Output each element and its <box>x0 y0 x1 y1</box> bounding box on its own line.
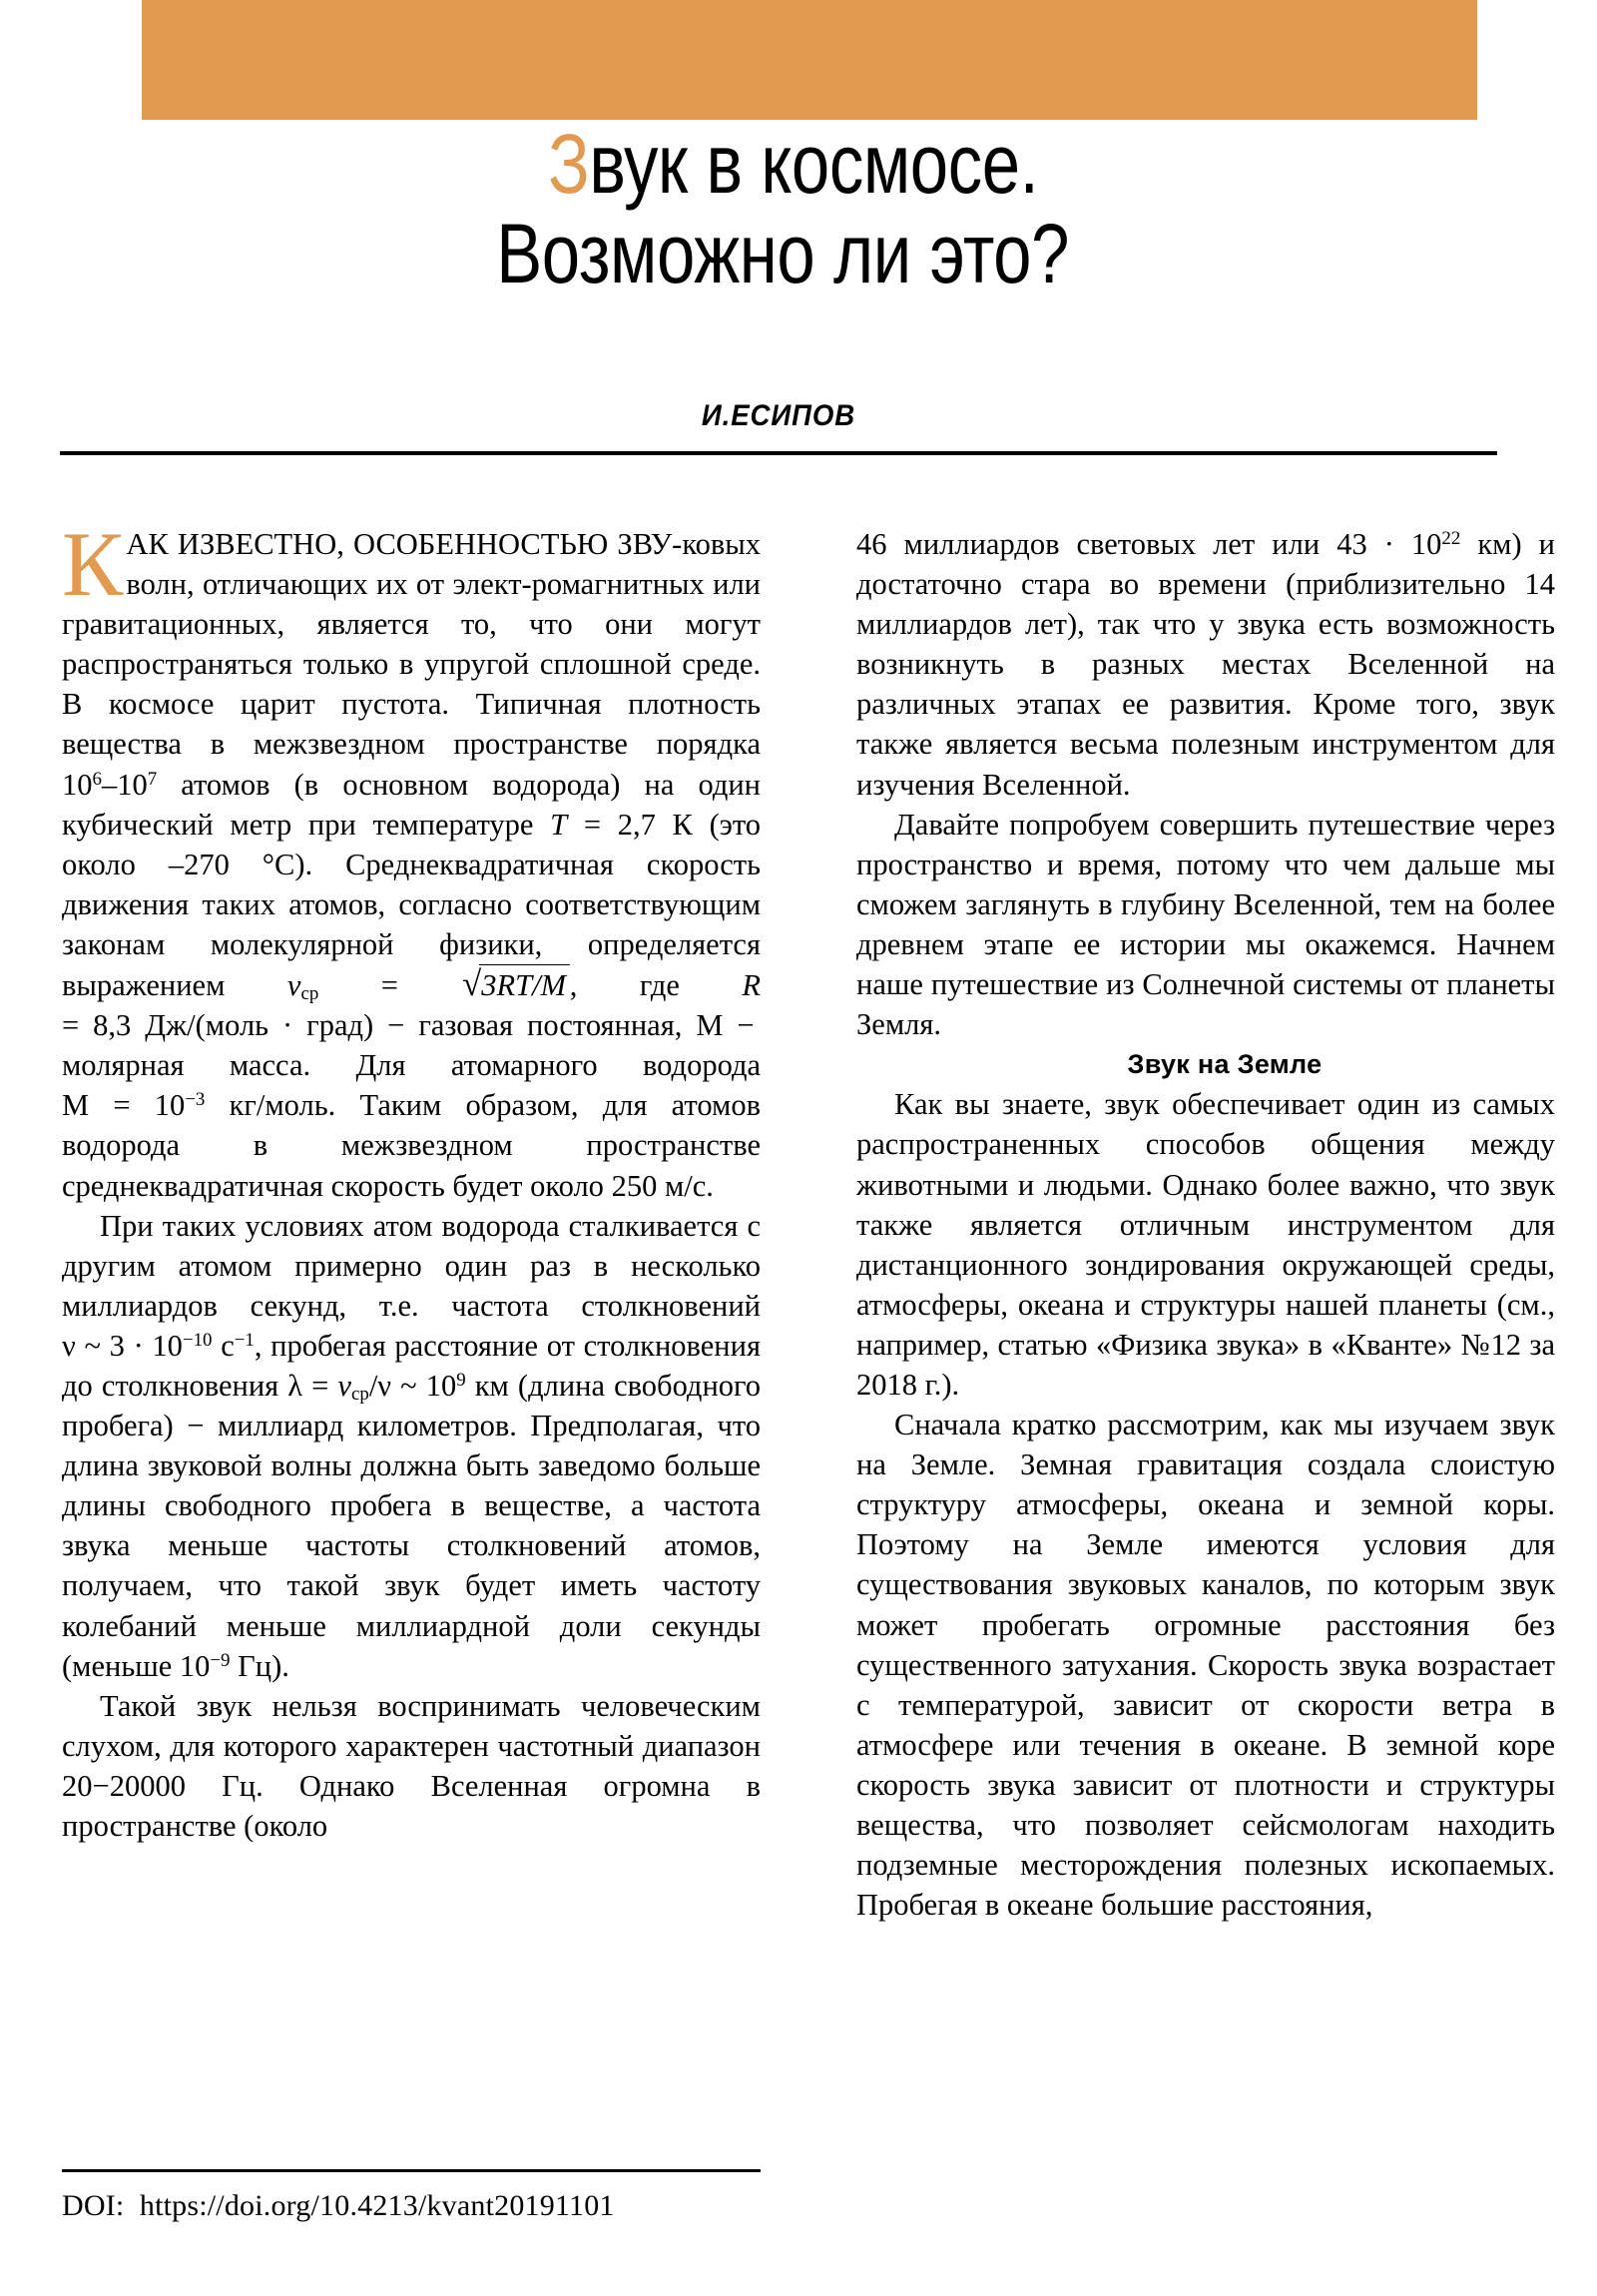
symbol-nu: ν <box>62 1328 76 1363</box>
celsius-value: –270 °C <box>168 847 295 881</box>
paragraph-journey: Давайте попробуем совершить путешествие через пространство и время, потому что чем дальше мы сможем заглянуть в глубину Вселенной, тем на более древнем этапе ее истории мы окажемся. Начнем наше путешествие из Солнечной системы от планеты Земля. <box>856 807 1555 1042</box>
title-line-1-rest: вук в космосе. <box>589 117 1039 211</box>
drop-cap-letter: К <box>62 513 124 615</box>
molar-mass-unit: кг/моль <box>205 1088 328 1123</box>
hz-base: 10 <box>179 1648 211 1683</box>
paragraph-intro-a: ковых волн, отличающих их от элект-ромагнитных или гравитационных, является то, что они могут распространяться только в упругой сплошной среде. В космосе царит пустота. Типичная плотность вещества в межзвездном пространстве порядка <box>62 527 761 762</box>
paragraph-intro <box>62 513 762 1206</box>
nu-unit: с <box>212 1328 235 1363</box>
hz-unit: Гц <box>230 1648 272 1683</box>
paragraph-sound-communication: Как вы знаете, звук обеспечивает один из самых распространенных способов общения между животными и людьми. Однако более важно, что звук также является отличным инструментом для дистанционного зондирования окружающей среды, атмосферы, океана и структуры нашей планеты (см., например, статью «Физика звука» в «Кванте» №12 за 2018 г.). <box>856 1087 1555 1402</box>
doi-footer <box>62 2186 820 2226</box>
formula-rms-speed <box>286 964 570 1005</box>
title-line-1 <box>190 117 1368 211</box>
doi-url[interactable]: https://doi.org/10.4213/kvant20191101 <box>139 2189 615 2222</box>
orange-header-band <box>142 0 1477 120</box>
paragraph-intro-e: − газовая постоянная, М − молярная масса. Для атомарного водорода <box>62 1008 761 1083</box>
value-10b: 10 <box>117 767 148 802</box>
symbol-temperature: T <box>550 807 568 842</box>
temperature-value: = 2,7 К (это около <box>62 807 762 881</box>
paragraph-intro-end: . <box>706 1168 714 1203</box>
range-dash: – <box>101 767 118 802</box>
radicand: 3RT/M <box>479 964 569 1005</box>
mean-free-path-formula <box>287 1368 509 1406</box>
hertz-value <box>180 1649 271 1683</box>
km-exponent: 22 <box>1441 528 1461 550</box>
gas-constant-value: = 8,3 Дж/(моль · град) <box>62 1008 374 1043</box>
speed-value: 250 м/с <box>611 1168 707 1203</box>
article-column-right <box>856 524 1555 1925</box>
universe-size-km <box>1336 527 1511 561</box>
paragraph-sound-channels: Сначала кратко рассмотрим, как мы изучаем звук на Земле. Земная гравитация создала слоистую структуру атмосферы, океана и земной коры. Поэтому на Земле имеются условия для существования звуковых каналов, по которым звук может пробегать огромные расстояния без существенного затухания. Скорость звука возрастает с температурой, зависит от скорости ветра в атмосфере или течения в океане. В земной коре скорость звука зависит от плотности и структуры вещества, что позволяет сейсмологам находить подземные месторождения полезных ископаемых. Пробегая в океане большие расстояния, <box>856 1408 1555 1923</box>
subscript-sr: ср <box>300 983 319 1005</box>
section-heading-sound-on-earth: Звук на Земле <box>1127 1049 1323 1080</box>
symbol-lambda: λ <box>287 1368 303 1403</box>
audible-range: 20−20000 Гц <box>62 1768 257 1803</box>
paragraph-hearing <box>62 1686 761 1846</box>
lambda-division: /ν ~ 10 <box>368 1368 457 1403</box>
paragraph-intro-f: . Таким образом, для атомов водорода в межзвездном пространстве среднеквадратичная скорость будет около <box>62 1088 761 1203</box>
order-of-magnitude-range <box>62 768 157 802</box>
exponent-6: 6 <box>92 768 102 790</box>
km-unit: км <box>1460 527 1512 561</box>
paragraph-collisions-b: , пробегая расстояние от столкновения до столкновения <box>62 1328 761 1403</box>
title-drop-letter: З <box>548 117 590 211</box>
molar-mass-base: М = 10 <box>62 1088 186 1123</box>
lambda-exponent: 9 <box>456 1370 466 1392</box>
lambda-symbol-v: v <box>337 1368 351 1403</box>
paragraph-collisions-c: (длина свободного пробега) − миллиард километров. Предполагая, что длина звуковой волны должна быть заведомо больше длины свободного пробега в веществе, а частота звука меньше частоты столкновений атомов, получаем, что такой звук будет иметь частоту колебаний меньше миллиардной доли секунды (меньше <box>62 1368 762 1683</box>
paragraph-collisions-end: ). <box>271 1648 289 1683</box>
paragraph-intro-c: ). Среднеквадратичная скорость движения таких атомов, согласно соответствующим законам молекулярной физики, определяется выражением <box>62 847 761 1003</box>
hz-exponent: −9 <box>210 1649 231 1671</box>
nu-value: ~ 3 · 10 <box>75 1328 183 1363</box>
page-title <box>190 117 1368 300</box>
symbol-v: v <box>286 968 301 1003</box>
equals-sign: = <box>318 968 461 1003</box>
lead-small-caps: АК ИЗВЕСТНО, ОСОБЕННОСТЬЮ ЗВУ- <box>126 527 683 561</box>
author-byline: И.ЕСИПОВ <box>701 399 856 432</box>
molar-mass-exponent: −3 <box>185 1089 206 1111</box>
paragraph-intro-b: атомов (в основном водорода) на один кубический метр при температуре <box>62 767 761 842</box>
doi-label: DOI: <box>62 2189 125 2222</box>
article-column-left <box>62 513 762 1846</box>
paragraph-intro-d: , где <box>569 968 743 1003</box>
molar-mass-value <box>62 1088 328 1122</box>
square-root <box>461 964 570 1005</box>
paragraph-collisions-a: При таких условиях атом водорода сталкивается с другим атомом примерно один раз в несколько миллиардов секунд, т.е. частота столкновений <box>62 1208 761 1323</box>
value-10: 10 <box>62 767 93 802</box>
paragraph-hearing-b: . Однако Вселенная огромна в пространстве (около <box>62 1768 761 1843</box>
symbol-R: R <box>742 968 762 1003</box>
nu-unit-exponent: −1 <box>234 1330 255 1352</box>
lambda-equals: = <box>302 1368 338 1403</box>
radical-sign: √ <box>462 964 482 1004</box>
lambda-unit: км <box>465 1368 509 1403</box>
doi-divider <box>62 2169 761 2172</box>
nu-exponent: −10 <box>182 1330 213 1352</box>
paragraph-universe-size <box>856 524 1555 805</box>
universe-size-rest: ) и достаточно стара во времени (приблизительно 14 миллиардов лет), так что у звука есть возможность возникнуть в разных местах Вселенной на различных этапах ее развития. Кроме того, звук также является весьма полезным инструментом для изучения Вселенной. <box>856 527 1555 802</box>
title-line-2: Возможно ли это? <box>496 206 1069 300</box>
lambda-v-subscript: ср <box>350 1384 369 1406</box>
exponent-7: 7 <box>147 768 158 790</box>
byline-divider <box>60 451 1497 455</box>
paragraph-collisions <box>62 1206 761 1686</box>
paragraph-hearing-a: Такой звук нельзя воспринимать человеческим слухом, для которого характерен частотный диапазон <box>62 1688 761 1763</box>
collision-frequency <box>62 1329 255 1363</box>
km-base: 43 · 10 <box>1336 527 1442 561</box>
universe-size-start: 46 миллиардов световых лет или <box>856 527 1337 561</box>
